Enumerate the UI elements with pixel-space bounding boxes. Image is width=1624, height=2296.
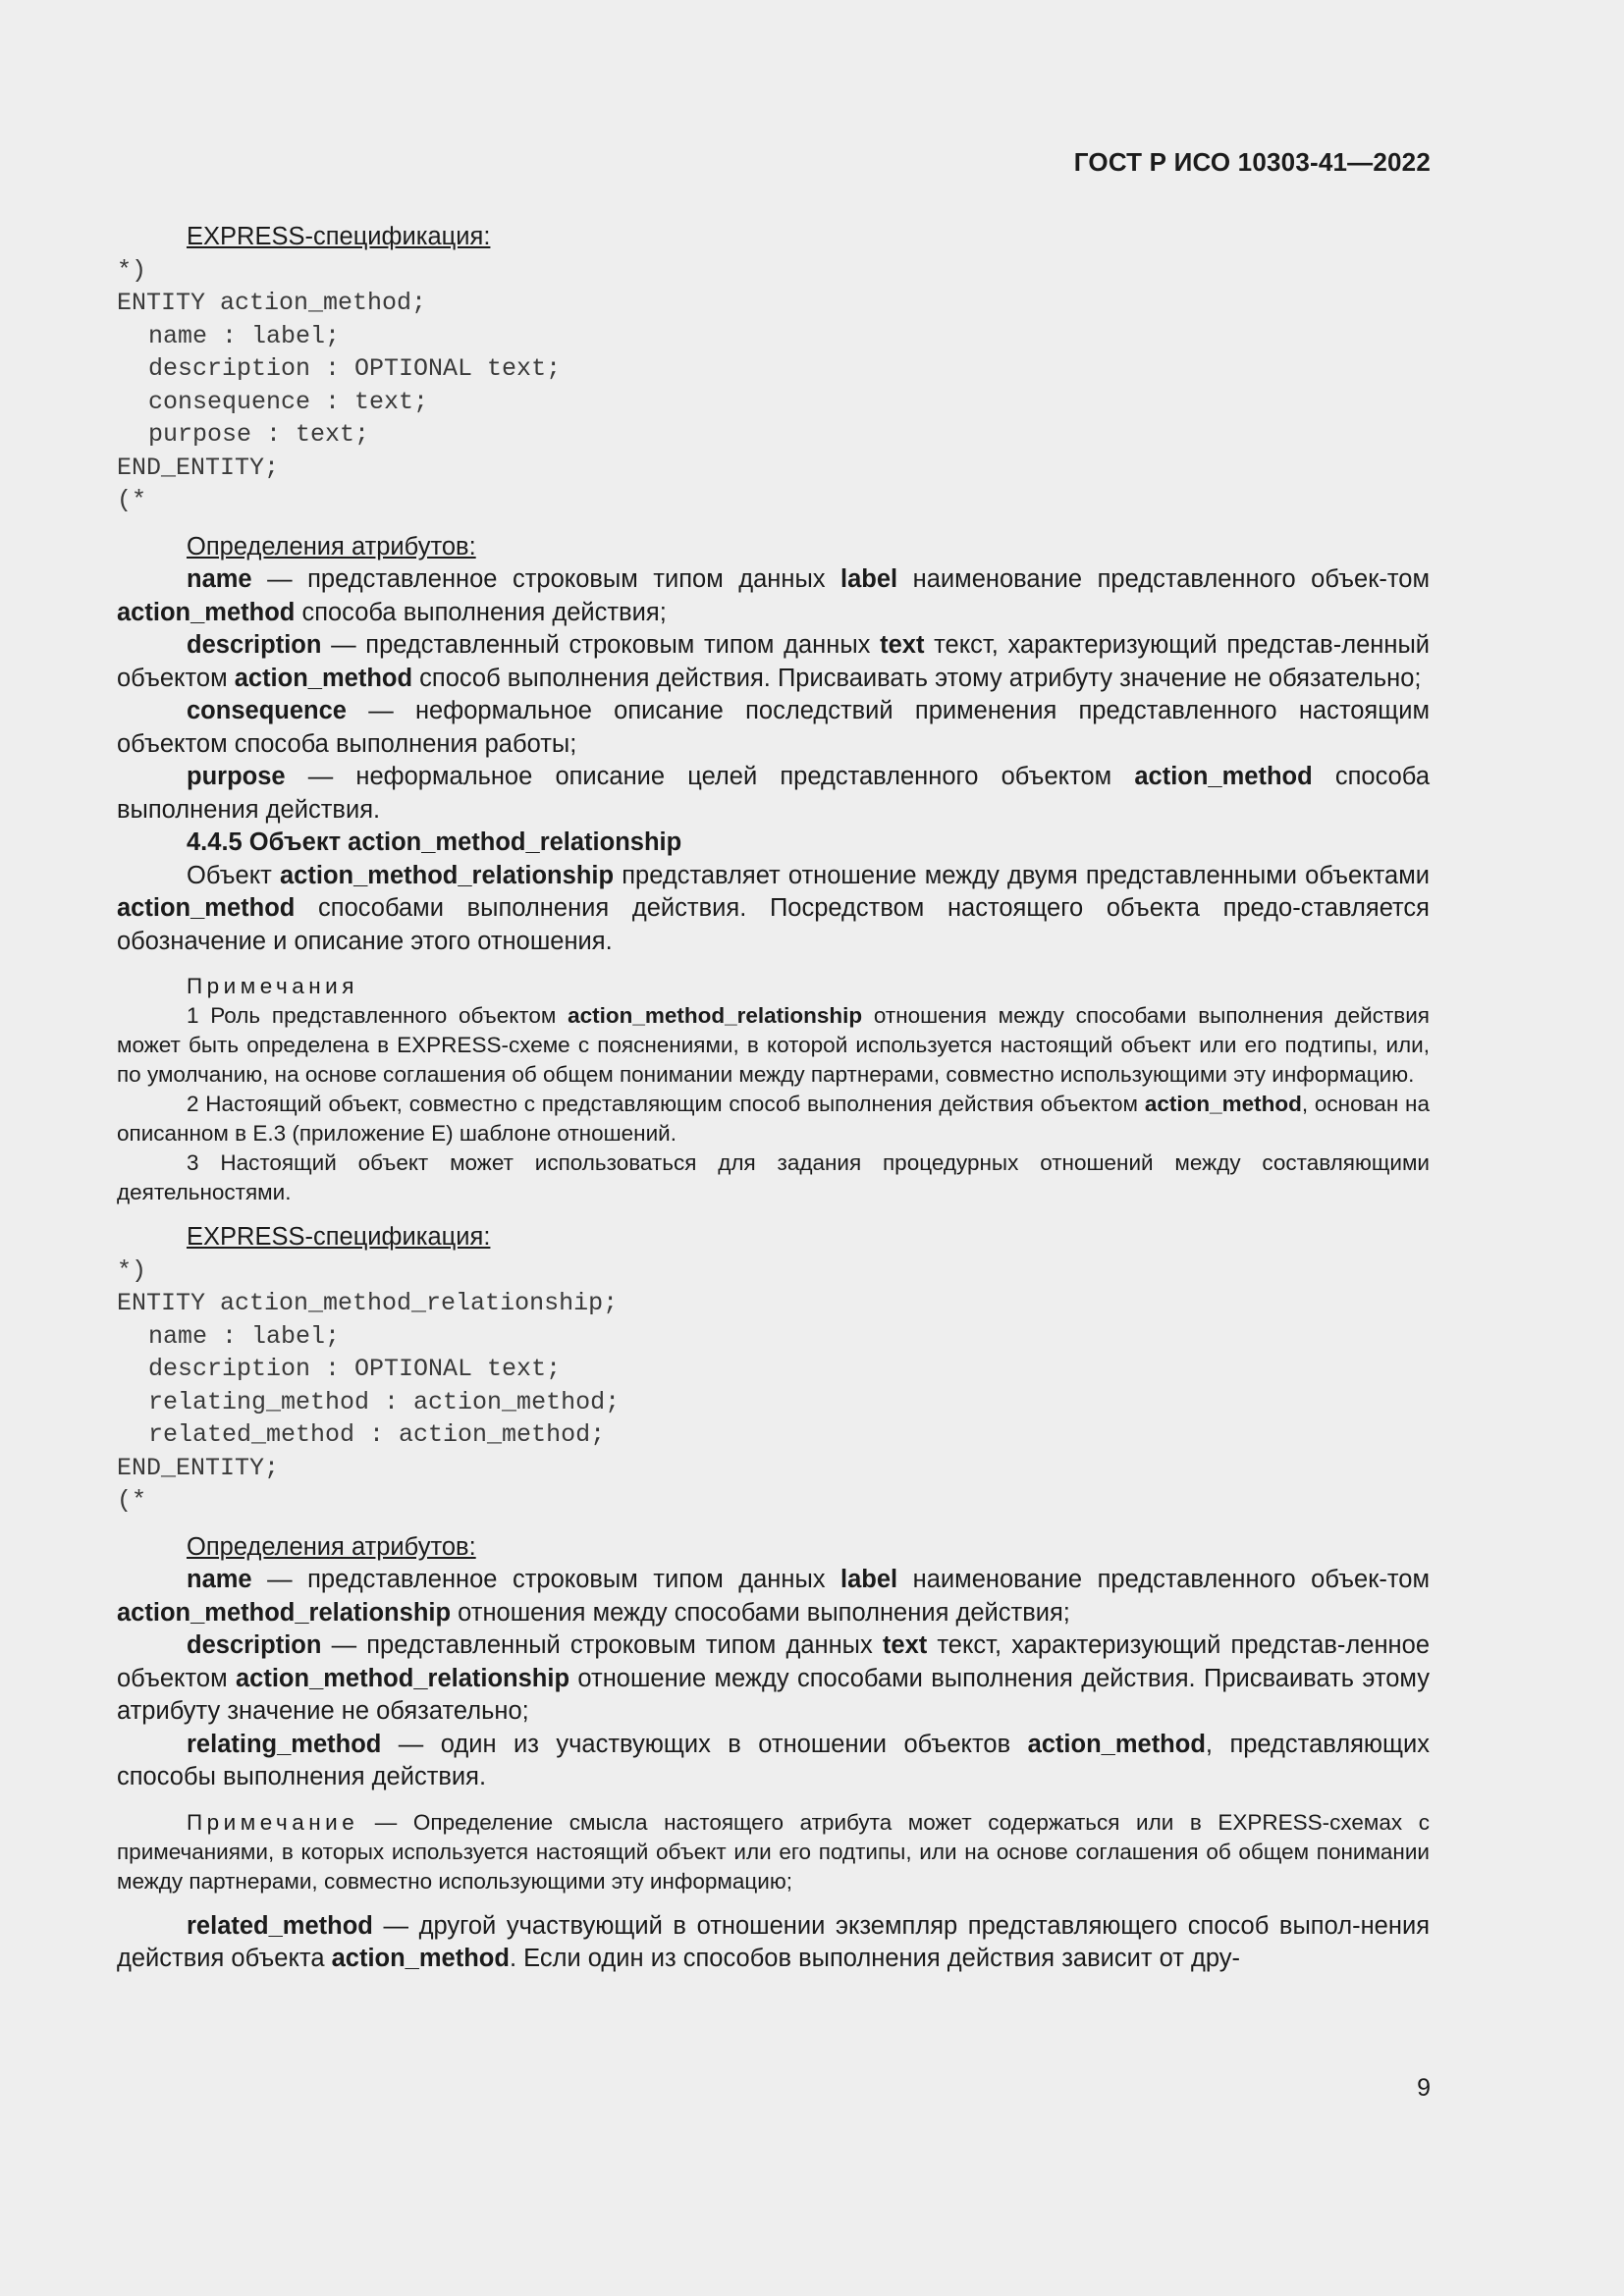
code-line: *) xyxy=(117,1255,147,1285)
code-line: related_method : action_method; xyxy=(148,1420,606,1449)
attr-related-method-definition: related_method — другой участвующий в отношении экземпляр представляющего способ выпол-нения действия объекта action_method. Если один из способов выполнения действия зависит от дру- xyxy=(117,1911,1430,1972)
attr-name-definition-1: name — представленное строковым типом данных label наименование представленного объек-том action_method способа выполнения действия; xyxy=(117,565,1430,626)
code-line: ENTITY action_method; xyxy=(117,289,427,317)
attr-purpose-definition: purpose — неформальное описание целей представленного объектом action_method способа выполнения действия. xyxy=(117,763,1431,824)
attr-definitions-title-2: Определения атрибутов: xyxy=(187,1532,476,1561)
express-code-block-1 xyxy=(117,254,1430,517)
code-line: description : OPTIONAL text; xyxy=(148,354,562,383)
express-spec-title-1: EXPRESS-спецификация: xyxy=(187,223,491,250)
attr-consequence-definition: consequence — неформальное описание последствий применения представленного настоящим объектом способа выполнения работы; xyxy=(117,697,1430,758)
code-line: name : label; xyxy=(148,321,341,350)
section-intro: Объект action_method_relationship представляет отношение между двумя представленными объектами action_method способами выполнения действия. Посредством настоящего объекта предо-ставляется обозначение и описание этого отношения. xyxy=(117,861,1430,955)
attr-relating-method-definition: relating_method — один из участвующих в отношении объектов action_method, представляющих способы выполнения действия. xyxy=(117,1730,1431,1790)
express-code-block-2 xyxy=(117,1255,1430,1518)
attr-definitions-title-1: Определения атрибутов: xyxy=(187,532,476,561)
section-heading: 4.4.5 Объект action_method_relationship xyxy=(187,828,682,856)
code-line: (* xyxy=(117,486,147,514)
note-3: 3 Настоящий объект может использоваться для задания процедурных отношений между составляющими деятельностями. xyxy=(117,1150,1430,1204)
page-number: 9 xyxy=(1417,2074,1431,2102)
code-line: END_ENTITY; xyxy=(117,453,280,482)
note-1: 1 Роль представленного объектом action_method_relationship отношения между способами выполнения действия может быть определена в EXPRESS-схеме с пояснениями, в которой используется настоящий объект или его подтипы, или, по умолчанию, на основе соглашения об общем понимании между партнерами, совместно использующими эту информацию. xyxy=(117,1003,1430,1087)
code-line: consequence : text; xyxy=(148,387,429,416)
code-line: END_ENTITY; xyxy=(117,1453,280,1482)
note-relating-method: Примечание — Определение смысла настоящего атрибута может содержаться или в EXPRESS-схемах с примечаниями, в которых используется настоящий объект или его подтипы, или на основе соглашения об общем понимании между партнерами, совместно использующими эту информацию; xyxy=(117,1809,1430,1894)
code-line: purpose : text; xyxy=(148,420,370,449)
document-header: ГОСТ Р ИСО 10303-41—2022 xyxy=(1073,147,1431,177)
code-line: ENTITY action_method_relationship; xyxy=(117,1289,619,1317)
attr-description-definition-1: description — представленный строковым типом данных text текст, характеризующий представ-ленный объектом action_method способ выполнения действия. Присваивать этому атрибуту значение не обязательно; xyxy=(117,631,1431,692)
attr-name-definition-2: name — представленное строковым типом данных label наименование представленного объек-том action_method_relationship отношения между способами выполнения действия; xyxy=(117,1566,1430,1627)
code-line: (* xyxy=(117,1486,147,1515)
code-line: relating_method : action_method; xyxy=(148,1387,621,1416)
express-spec-title-2: EXPRESS-спецификация: xyxy=(187,1223,491,1251)
attr-description-definition-2: description — представленный строковым типом данных text текст, характеризующий представ-ленное объектом action_method_relationship отношение между способами выполнения действия. Присваивать этому атрибуту значение не обязательно; xyxy=(117,1631,1430,1725)
code-line: description : OPTIONAL text; xyxy=(148,1355,562,1383)
code-line: name : label; xyxy=(148,1321,341,1351)
page-content xyxy=(117,221,1430,1976)
notes-title: Примечания xyxy=(187,974,358,998)
code-line: *) xyxy=(117,255,147,285)
note-2: 2 Настоящий объект, совместно с представляющим способ выполнения действия объектом action_method, основан на описанном в Е.3 (приложение Е) шаблоне отношений. xyxy=(117,1092,1430,1146)
